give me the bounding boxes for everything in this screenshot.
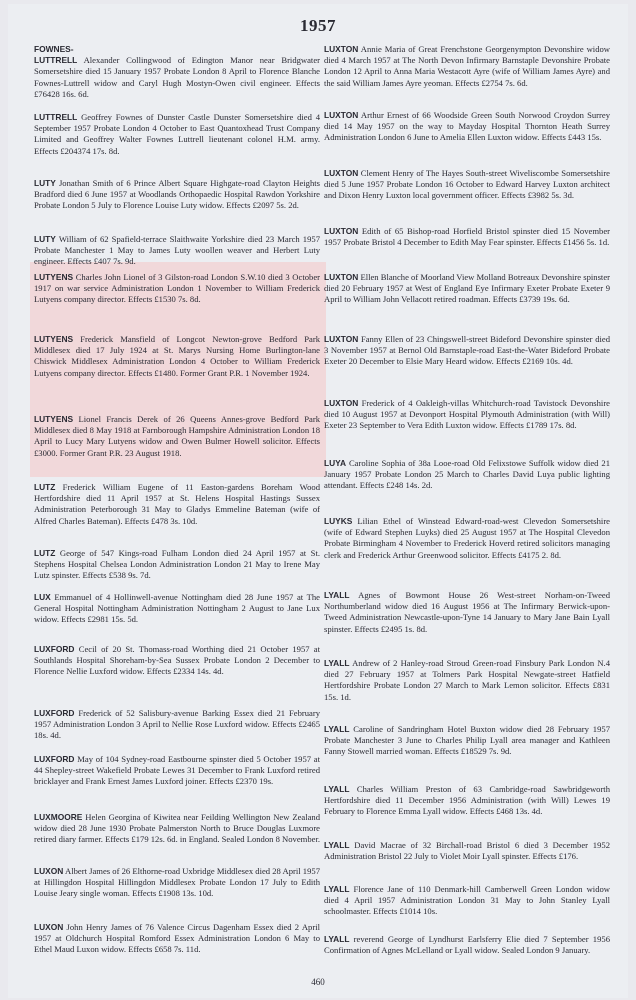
list-item: LYALL Florence Jane of 110 Denmark-hill Camberwell Green London widow died 4 April 1957 Administration London 31 May to John Stanley Lyall schoolmaster. Effects £1014 10s.	[324, 884, 610, 917]
list-item: LUTZ Frederick William Eugene of 11 Easton-gardens Boreham Wood Hertfordshire died 11 April 1957 at St. Helens Hospital Hastings Sussex Administration Peterborough 31 May to Gladys Emmeline Bateman (wife of Alfred Charles Bateman). Effects £478 3s. 10d.	[34, 482, 320, 526]
list-item: LYALL Andrew of 2 Hanley-road Stroud Green-road Finsbury Park London N.4 died 27 February 1957 at Tolmers Park Hospital Newgate-street Hatfield Hertfordshire Probate London 27 March to Mark Lemon solicitor. Effects £831 15s. 1d.	[324, 658, 610, 702]
list-item: LUYA Caroline Sophia of 38a Looe-road Old Felixstowe Suffolk widow died 21 January 1957 Probate London 25 March to Charles David Luya public lighting attendant. Effects £248 14s. 2d.	[324, 458, 610, 491]
list-item: LYALL David Macrae of 32 Birchall-road Bristol 6 died 3 December 1952 Administration Bristol 22 July to Violet Moir Lyall spinster. Effects £176.	[324, 840, 610, 862]
list-item: LUXFORD Cecil of 20 St. Thomass-road Worthing died 21 October 1957 at Southlands Hospital Shoreham-by-Sea Sussex Probate London 2 December to Florence Nellie Luxford widow. Effects £2334 14s. 4d.	[34, 644, 320, 677]
list-item: LUTYENS Charles John Lionel of 3 Gilston-road London S.W.10 died 3 October 1917 on war service Administration London 1 November to William Frederick Lutyens company director. Effects £1530 7s. 8d.	[34, 272, 320, 305]
list-item: LYALL reverend George of Lyndhurst Earlsferry Elie died 7 September 1956 Confirmation of Agnes McLelland or Lyall widow. Sealed London 9 January.	[324, 934, 610, 956]
list-item: LUTY William of 62 Spafield-terrace Slaithwaite Yorkshire died 23 March 1957 Probate Manchester 1 May to James Luty woollen weaver and Herbert Luty engineer. Effects £407 7s. 9d.	[34, 234, 320, 267]
list-item: LYALL Charles William Preston of 63 Cambridge-road Sawbridgeworth Hertfordshire died 11 December 1956 Administration (with Will) Lewes 19 February to Florence Emma Lyall widow. Effects £468 13s. 4d.	[324, 784, 610, 817]
list-item: LUXTON Edith of 65 Bishop-road Horfield Bristol spinster died 15 November 1957 Probate Bristol 4 December to Edith May Fear spinster. Effects £1456 5s. 1d.	[324, 226, 610, 248]
page-year: 1957	[300, 16, 336, 35]
list-item: LYALL Caroline of Sandringham Hotel Buxton widow died 28 February 1957 Probate Manchester 3 June to Charles Philip Lyall area manager and Kathleen Fanny Stowell married woman. Effects £18529 7s. 9d.	[324, 724, 610, 757]
list-item: LUTYENS Frederick Mansfield of Longcot Newton-grove Bedford Park Middlesex died 17 July 1924 at St. Marys Nursing Home Burlington-lane Chiswick Middlesex Administration London 4 October to William Frederick Lutyens company director. Effects £1480. Former Grant P.R. 1 November 1924.	[34, 334, 320, 378]
list-item: LUXTON Arthur Ernest of 66 Woodside Green South Norwood Croydon Surrey died 14 May 1957 on the way to Mayday Hospital Thornton Heath Surrey Administration London 6 June to Amelia Ellen Luxton widow. Effects £443 15s.	[324, 110, 610, 143]
list-item: LUX Emmanuel of 4 Hollinwell-avenue Nottingham died 28 June 1957 at The General Hospital Nottingham Administration Nottingham 2 August to Jane Lux widow. Effects £2981 15s. 5d.	[34, 592, 320, 625]
register-page	[8, 4, 628, 998]
list-item: LUXON Albert James of 26 Elthorne-road Uxbridge Middlesex died 28 April 1957 at Hillingdon Hospital Hillingdon Middlesex Probate London 17 July to Edith Louise Jeary single woman. Effects £1908 13s. 10d.	[34, 866, 320, 899]
list-item: LUTY Jonathan Smith of 6 Prince Albert Square Highgate-road Clayton Heights Bradford died 6 June 1957 at Woodlands Orthopaedic Hospital Rawdon Yorkshire Probate London 5 July to Florence Louise Luty widow. Effects £2097 5s. 2d.	[34, 178, 320, 211]
list-item: LUTZ George of 547 Kings-road Fulham London died 24 April 1957 at St. Stephens Hospital Chelsea London Administration London 21 May to Irene May Lutz spinster. Effects £538 9s. 7d.	[34, 548, 320, 581]
list-item: LUXON John Henry James of 76 Valence Circus Dagenham Essex died 2 April 1957 at Oldchurch Hospital Romford Essex Administration London 6 May to Ethel Maud Luxon widow. Effects £658 7s. 11d.	[34, 922, 320, 955]
page-number: 460	[311, 977, 325, 987]
list-item: LUXFORD Frederick of 52 Salisbury-avenue Barking Essex died 21 February 1957 Administration London 3 April to Nellie Rose Luxford widow. Effects £2465 18s. 4d.	[34, 708, 320, 741]
list-item: LUXTON Annie Maria of Great Frenchstone Georgenympton Devonshire widow died 4 March 1957 at The North Devon Infirmary Barnstaple Devonshire Probate London 12 April to Anna Maria Westacott Ayre (wife of William James Ayre) and the said William James Ayre yeoman. Effects £2754 7s. 6d.	[324, 44, 610, 88]
list-item: LUTTRELL Geoffrey Fownes of Dunster Castle Dunster Somersetshire died 4 September 1957 Probate London 4 October to East Quantoxhead Trust Company Limited and Geoffrey Walter Fownes Luttrell lieutenant colonel H.M. army. Effects £204374 17s. 8d.	[34, 112, 320, 156]
list-item: LUXMOORE Helen Georgina of Kiwitea near Feilding Wellington New Zealand widow died 28 June 1930 Probate Palmerston North to Bruce Douglas Luxmore retired diary farmer. Effects £179 12s. 6d. in England. Sealed London 8 November.	[34, 812, 320, 845]
list-item: LUXTON Frederick of 4 Oakleigh-villas Whitchurch-road Tavistock Devonshire died 10 August 1957 at Devonport Hospital Plymouth Administration (with Will) Exeter 23 September to Vera Edith Luxton widow. Effects £1789 17s. 8d.	[324, 398, 610, 431]
list-item: LUYKS Lilian Ethel of Winstead Edward-road-west Clevedon Somersetshire (wife of Edward Stephen Luyks) died 25 August 1957 at The Hospital Clevedon Probate Birmingham 4 November to Frederick Hoverd retired solicitors managing clerk and Frederick Arthur Greenwood solicitor. Effects £4175 2. 8d.	[324, 516, 610, 560]
list-item: LUXTON Fanny Ellen of 23 Chingswell-street Bideford Devonshire spinster died 3 November 1957 at Bernol Old Barnstaple-road East-the-Water Bideford Probate Exeter 20 December to Elsie Mary Heard widow. Effects £2169 10s. 4d.	[324, 334, 610, 367]
list-item: LUXFORD May of 104 Sydney-road Eastbourne spinster died 5 October 1957 at 44 Shepley-street Wakefield Probate Lewes 31 December to Frank Luxford retired bricklayer and Frank Ernest James Luxford joiner. Effects £2370 19s.	[34, 754, 320, 787]
list-item: LUTYENS Lionel Francis Derek of 26 Queens Annes-grove Bedford Park Middlesex died 8 May 1918 at Farnborough Hampshire Administration London 18 April to Lucy Mary Lutyens widow and Owen Bulmer Howell solicitor. Effects £3000. Former Grant P.R. 23 August 1918.	[34, 414, 320, 458]
list-item: FOWNES- LUTTRELL Alexander Collingwood of Edington Manor near Bridgwater Somersetshire died 15 January 1957 Probate London 8 April to Florence Blanche Fownes-Luttrell widow and Caryl Hugh Mostyn-Owen civil engineer. Effects £76428 16s. 6d.	[34, 44, 320, 99]
list-item: LUXTON Ellen Blanche of Moorland View Molland Botreaux Devonshire spinster died 20 February 1957 at West of England Eye Infirmary Exeter Probate Exeter 9 April to William John Vellacott retired roadman. Effects £3739 19s. 6d.	[324, 272, 610, 305]
list-item: LYALL Agnes of Bowmont House 26 West-street Norham-on-Tweed Northumberland widow died 16 August 1956 at The Infirmary Berwick-upon-Tweed Administration Newcastle-upon-Tyne 14 January to Mary Jane Bain Lyall spinster. Effects £2495 1s. 8d.	[324, 590, 610, 634]
list-item: LUXTON Clement Henry of The Hayes South-street Wiveliscombe Somersetshire died 5 June 1957 Probate London 16 October to Edward Harvey Luxton architect and Dixon Henry Luxton local government officer. Effects £3982 5s. 3d.	[324, 168, 610, 201]
